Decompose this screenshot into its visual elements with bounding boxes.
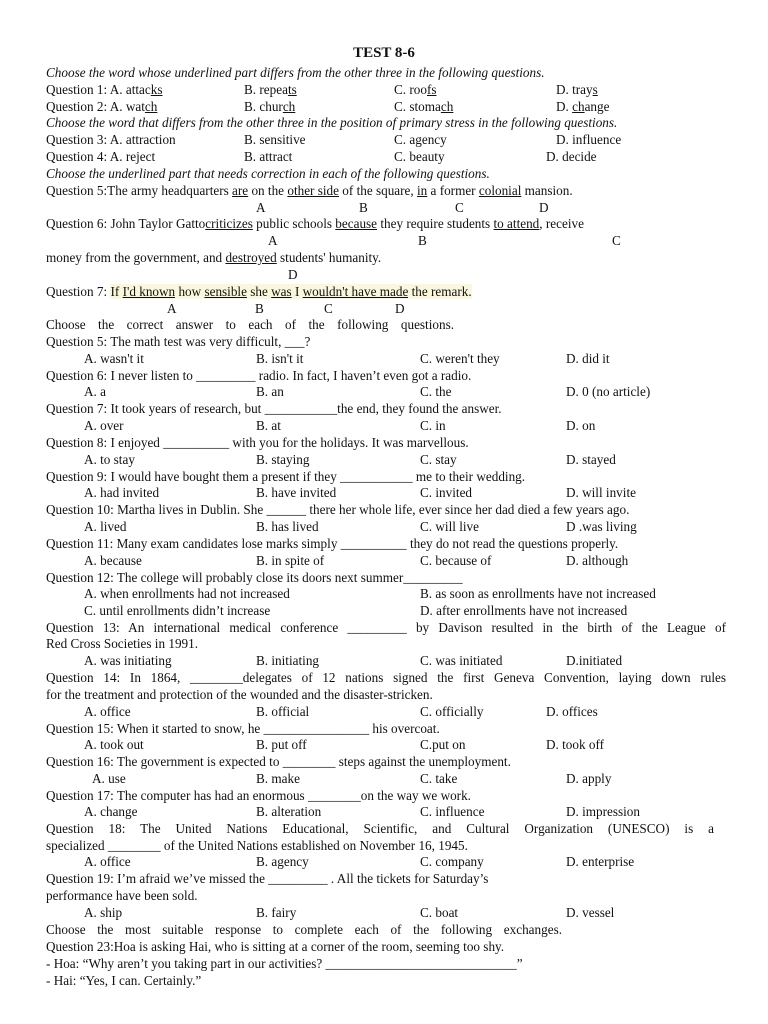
text-run: A. a (84, 384, 106, 399)
text-run: C. was initiated (420, 653, 503, 668)
text-run: Question 7: It took years of research, but ___________the end, they found the answer. (46, 401, 502, 416)
text-run: ange (584, 99, 610, 114)
text-run: B. at (256, 418, 281, 433)
line-cell (324, 300, 333, 317)
text-line: Question 13: An international medical conference _________ by Davison resulted in the birth of the League of (46, 620, 726, 635)
text-run: B. fairy (256, 905, 297, 920)
text-run: A. when enrollments had not increased (84, 586, 290, 601)
highlight (204, 284, 247, 299)
underlined-part: are (232, 183, 249, 198)
line-cell (420, 703, 483, 720)
line-cell (46, 569, 463, 586)
text-run: D. vessel (566, 905, 615, 920)
line-cell (84, 451, 135, 468)
text-run: I (291, 284, 303, 299)
text-run: Question 11: Many exam candidates lose marks simply __________ they do not read the questions properly. (46, 536, 619, 551)
text-run: B. an (256, 384, 284, 399)
text-run: B. isn't it (256, 351, 304, 366)
line-cell (46, 753, 511, 770)
line-cell (420, 585, 656, 602)
line-cell (556, 98, 609, 115)
line-cell (256, 383, 284, 400)
line-cell (256, 350, 303, 367)
line-cell (46, 249, 381, 266)
line-cell (566, 552, 628, 569)
highlight (247, 284, 271, 299)
line-cell (84, 383, 106, 400)
text-run: Question 10: Martha lives in Dublin. She ______ there her whole life, ever since her dad died a few years ago. (46, 502, 630, 517)
underlined-part: ch (144, 99, 158, 114)
line-cell (566, 484, 636, 501)
text-run: B. make (256, 771, 300, 786)
highlight (408, 284, 471, 299)
section-instruction: Choose the word that differs from the other three in the position of primary stress in the following questions. (46, 115, 618, 130)
line-cell (46, 720, 440, 737)
underlined-part: s (592, 82, 598, 97)
text-run: of the square, (338, 183, 417, 198)
line-cell (539, 199, 549, 216)
line-cell (394, 131, 447, 148)
line-cell (167, 300, 177, 317)
text-run: C. company (420, 854, 484, 869)
text-run: B. have invited (256, 485, 337, 500)
line-cell (46, 972, 201, 989)
line-cell (556, 131, 621, 148)
line-cell (256, 518, 319, 535)
text-run: C. stay (420, 452, 457, 467)
text-run: D. tray (556, 82, 593, 97)
text-run: C. roo (394, 82, 427, 97)
line-cell (566, 417, 595, 434)
line-cell (394, 148, 445, 165)
underlined-part: to attend (493, 216, 540, 231)
line-cell (420, 350, 500, 367)
line-cell (255, 300, 264, 317)
line-cell (46, 870, 488, 887)
text-run: C. invited (420, 485, 473, 500)
line-cell (84, 853, 131, 870)
line-cell (420, 853, 484, 870)
highlight (123, 284, 176, 299)
text-run: B. as soon as enrollments have not increased (420, 586, 656, 601)
line-cell (46, 686, 433, 703)
line-cell (420, 652, 502, 669)
text-run: C. until enrollments didn’t increase (84, 603, 271, 618)
line-cell (244, 81, 297, 98)
text-run: D. did it (566, 351, 610, 366)
text-run: students' humanity. (276, 250, 382, 265)
line-cell (420, 417, 446, 434)
text-run: public schools (252, 216, 336, 231)
underlined-part: ts (287, 82, 297, 97)
underlined-part: sensible (204, 284, 247, 299)
line-cell (46, 501, 629, 518)
line-cell (420, 736, 465, 753)
text-run: Question 3: A. attraction (46, 132, 176, 147)
line-cell (546, 703, 598, 720)
line-cell (46, 81, 162, 98)
text-run: D. enterprise (566, 854, 635, 869)
text-run: Question 2: A. wat (46, 99, 145, 114)
text-run: C. boat (420, 905, 459, 920)
text-run: C. stoma (394, 99, 441, 114)
line-cell (566, 803, 640, 820)
text-run: D (539, 200, 549, 215)
line-cell (566, 853, 634, 870)
text-run: A. was initiating (84, 653, 172, 668)
text-run: Question 6: I never listen to _________ radio. In fact, I haven’t even got a radio. (46, 368, 472, 383)
line-cell (420, 770, 457, 787)
line-cell (84, 904, 122, 921)
text-run: Red Cross Societies in 1991. (46, 636, 199, 651)
highlight (271, 284, 292, 299)
text-run: B. staying (256, 452, 310, 467)
underlined-part: other side (287, 183, 339, 198)
line-cell (256, 904, 296, 921)
text-run: A. to stay (84, 452, 135, 467)
text-run: D. although (566, 553, 629, 568)
text-run: A (268, 233, 278, 248)
line-cell (420, 904, 458, 921)
text-run: Question 17: The computer has had an enormous ________on the way we work. (46, 788, 471, 803)
line-cell (256, 199, 266, 216)
line-cell (268, 232, 278, 249)
text-run: B. chur (244, 99, 283, 114)
underlined-part: I'd known (122, 284, 176, 299)
line-cell (256, 484, 336, 501)
text-run: D. impression (566, 804, 640, 819)
line-cell (46, 468, 525, 485)
text-run: B. initiating (256, 653, 320, 668)
line-cell (256, 451, 309, 468)
line-cell (256, 803, 321, 820)
text-run: D. after enrollments have not increased (420, 603, 628, 618)
line-cell (84, 803, 137, 820)
underlined-part: ch (282, 99, 296, 114)
line-cell (46, 400, 502, 417)
line-cell (46, 787, 471, 804)
line-cell (46, 887, 198, 904)
text-line: Question 18: The United Nations Educational, Scientific, and Cultural Organization (UNESCO) is a (46, 821, 714, 836)
text-run: C. officially (420, 704, 484, 719)
line-cell (546, 736, 604, 753)
text-run: B. official (256, 704, 310, 719)
line-cell (244, 131, 306, 148)
line-cell (46, 938, 504, 955)
text-run: Question 7: (46, 284, 111, 299)
underlined-part: destroyed (225, 250, 277, 265)
text-run: C. agency (394, 132, 447, 147)
line-cell (566, 451, 616, 468)
text-run: C. influence (420, 804, 485, 819)
text-run: B (255, 301, 264, 316)
line-cell (420, 552, 491, 569)
text-run: D. decide (546, 149, 597, 164)
text-run: A. because (84, 553, 142, 568)
line-cell (244, 148, 292, 165)
text-run: If (110, 284, 123, 299)
text-run: A. over (84, 418, 124, 433)
highlight (175, 284, 204, 299)
line-cell (420, 803, 484, 820)
line-cell (46, 635, 198, 652)
text-run: C. take (420, 771, 458, 786)
text-line: Choose the correct answer to each of the following questions. (46, 317, 454, 332)
line-cell (244, 98, 295, 115)
text-run: Question 23:Hoa is asking Hai, who is sitting at a corner of the room, seeming too shy. (46, 939, 505, 954)
line-cell (46, 333, 310, 350)
underlined-part: because (335, 216, 378, 231)
text-run: D. 0 (no article) (566, 384, 651, 399)
underlined-part: in (416, 183, 428, 198)
line-cell (46, 215, 584, 232)
text-run: D. (556, 99, 573, 114)
text-run: A (167, 301, 177, 316)
line-cell (46, 182, 573, 199)
underlined-part: wouldn't have made (302, 284, 409, 299)
line-cell (394, 98, 453, 115)
underlined-part: fs (426, 82, 437, 97)
text-line: Question 14: In 1864, ________delegates of 12 nations signed the first Geneva Convention, laying down rules (46, 670, 726, 685)
text-run: C. the (420, 384, 452, 399)
text-run: Question 4: A. reject (46, 149, 156, 164)
line-cell (546, 148, 597, 165)
line-cell (84, 484, 159, 501)
line-cell (84, 703, 131, 720)
line-cell (84, 552, 142, 569)
line-cell (84, 350, 144, 367)
text-run: D .was living (566, 519, 637, 534)
line-cell (46, 367, 471, 384)
text-run: C. because of (420, 553, 492, 568)
text-run: the remark. (408, 284, 472, 299)
line-cell (566, 383, 650, 400)
text-run: A. had invited (84, 485, 160, 500)
text-run: D (288, 267, 298, 282)
text-run: C. weren't they (420, 351, 500, 366)
line-cell (84, 736, 144, 753)
line-cell (84, 585, 290, 602)
line-cell (566, 350, 610, 367)
text-run: B. has lived (256, 519, 319, 534)
line-cell (256, 417, 281, 434)
text-run: A (256, 200, 266, 215)
line-cell (46, 434, 469, 451)
line-cell (395, 300, 405, 317)
line-cell (46, 535, 618, 552)
text-run: B. repea (244, 82, 288, 97)
text-run: A. lived (84, 519, 127, 534)
text-run: A. use (92, 771, 126, 786)
text-run: Question 15: When it started to snow, he ________________ his overcoat. (46, 721, 440, 736)
text-line: Choose the most suitable response to complete each of the following exchanges. (46, 922, 562, 937)
text-run: A. change (84, 804, 138, 819)
underlined-part: colonial (478, 183, 522, 198)
text-run: Question 19: I’m afraid we’ve missed the _________ . All the tickets for Saturday’s (46, 871, 489, 886)
highlight (292, 284, 303, 299)
text-run: D. on (566, 418, 596, 433)
text-run: performance have been sold. (46, 888, 198, 903)
line-cell (566, 518, 637, 535)
text-run: B. alteration (256, 804, 322, 819)
underlined-part: ch (440, 99, 454, 114)
text-run: B (418, 233, 427, 248)
text-run: she (246, 284, 272, 299)
line-cell (420, 383, 452, 400)
text-run: B. in spite of (256, 553, 325, 568)
line-cell (566, 904, 614, 921)
highlight (110, 284, 122, 299)
text-run: specialized ________ of the United Nations established on November 16, 1945. (46, 838, 468, 853)
underlined-part: ks (150, 82, 163, 97)
line-cell (84, 417, 124, 434)
line-cell (256, 703, 309, 720)
section-instruction: Choose the word whose underlined part differs from the other three in the following questions. (46, 65, 545, 80)
text-run: Question 8: I enjoyed __________ with you for the holidays. It was marvellous. (46, 435, 469, 450)
line-cell (256, 652, 319, 669)
text-run: A. ship (84, 905, 123, 920)
line-cell (566, 652, 622, 669)
text-run: A. office (84, 704, 131, 719)
line-cell (420, 484, 472, 501)
line-cell (420, 518, 479, 535)
line-cell (46, 131, 176, 148)
text-run: C. will live (420, 519, 479, 534)
underlined-part: criticizes (205, 216, 253, 231)
text-run: B. attract (244, 149, 293, 164)
line-cell (256, 736, 307, 753)
text-run: a former (427, 183, 479, 198)
text-run: B (359, 200, 368, 215)
text-run: Question 1: A. attac (46, 82, 151, 97)
text-run: C (612, 233, 621, 248)
line-cell (46, 98, 157, 115)
line-cell (84, 602, 270, 619)
line-cell (418, 232, 427, 249)
line-cell (84, 652, 172, 669)
text-run: Question 9: I would have bought them a present if they ___________ me to their wedding. (46, 469, 526, 484)
text-run: , receive (539, 216, 584, 231)
line-cell (256, 853, 309, 870)
text-run: D. took off (546, 737, 604, 752)
text-run: C (324, 301, 333, 316)
line-cell (566, 770, 611, 787)
text-run: D (395, 301, 405, 316)
text-run: D. offices (546, 704, 598, 719)
text-run: D. influence (556, 132, 622, 147)
line-cell (556, 81, 598, 98)
text-run: - Hai: “Yes, I can. Certainly.” (46, 973, 202, 988)
text-run: D. stayed (566, 452, 616, 467)
text-run: B. agency (256, 854, 309, 869)
text-run: Question 16: The government is expected to ________ steps against the unemployment. (46, 754, 511, 769)
line-cell (46, 955, 523, 972)
text-run: Question 5:The army headquarters (46, 183, 233, 198)
text-run: mansion. (521, 183, 573, 198)
text-run: D. apply (566, 771, 612, 786)
text-run: on the (248, 183, 288, 198)
text-run: they require students (377, 216, 494, 231)
line-cell (420, 451, 457, 468)
underlined-part: was (271, 284, 292, 299)
line-cell (420, 602, 627, 619)
text-run: money from the government, and (46, 250, 226, 265)
text-run: for the treatment and protection of the wounded and the disaster-stricken. (46, 687, 433, 702)
text-run: A. wasn't it (84, 351, 144, 366)
text-run: Question 5: The math test was very difficult, ___? (46, 334, 311, 349)
page-title: TEST 8-6 (353, 45, 415, 61)
line-cell (46, 283, 472, 300)
text-run: C.put on (420, 737, 466, 752)
line-cell (288, 266, 298, 283)
highlight (303, 284, 409, 299)
text-run: C. beauty (394, 149, 445, 164)
line-cell (256, 552, 324, 569)
line-cell (455, 199, 464, 216)
text-run: - Hoa: “Why aren’t you taking part in our activities? _____________________________” (46, 956, 523, 971)
line-cell (359, 199, 368, 216)
line-cell (394, 81, 437, 98)
text-run: Question 6: John Taylor Gatto (46, 216, 206, 231)
text-run: A. office (84, 854, 131, 869)
line-cell (256, 770, 300, 787)
line-cell (46, 837, 468, 854)
text-run: C (455, 200, 464, 215)
text-run: B. sensitive (244, 132, 306, 147)
line-cell (84, 518, 127, 535)
text-run: Question 12: The college will probably close its doors next summer_________ (46, 570, 463, 585)
text-run: A. took out (84, 737, 144, 752)
text-run: C. in (420, 418, 446, 433)
section-instruction: Choose the underlined part that needs correction in each of the following questions. (46, 166, 490, 181)
underlined-part: ch (572, 99, 585, 114)
text-run: how (175, 284, 205, 299)
text-run: D. will invite (566, 485, 636, 500)
line-cell (612, 232, 621, 249)
text-run: D.initiated (566, 653, 623, 668)
line-cell (46, 148, 155, 165)
text-run: B. put off (256, 737, 307, 752)
line-cell (92, 770, 126, 787)
